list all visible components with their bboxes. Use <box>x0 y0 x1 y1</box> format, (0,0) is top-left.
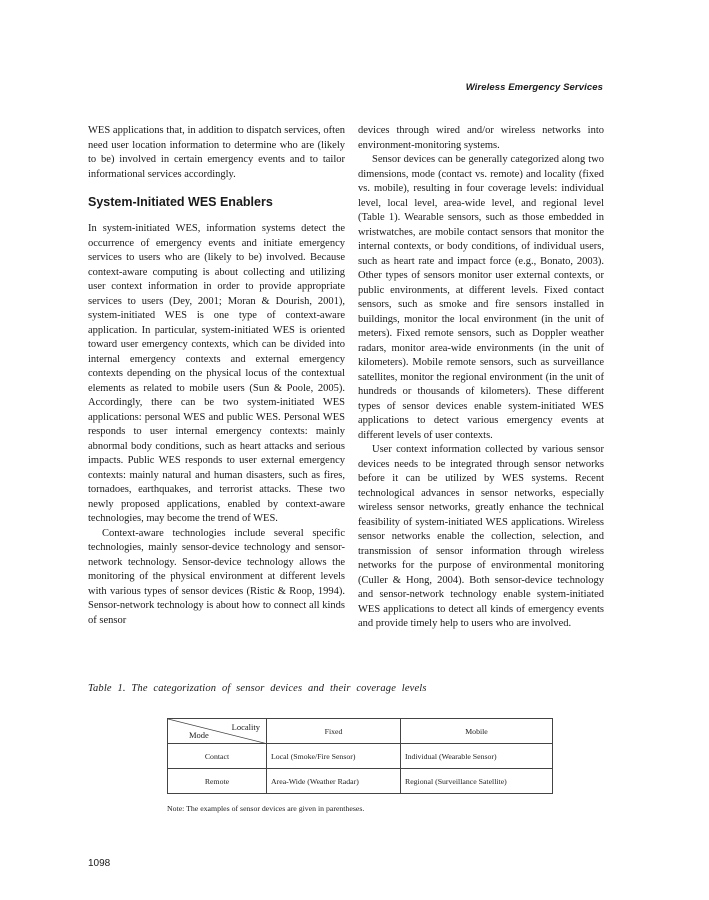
row-header: Remote <box>168 769 267 794</box>
table-cell: Individual (Wearable Sensor) <box>401 744 553 769</box>
table-cell: Area-Wide (Weather Radar) <box>267 769 401 794</box>
table-corner-cell <box>168 719 267 744</box>
page-number: 1098 <box>88 858 111 869</box>
table-cell: Local (Smoke/Fire Sensor) <box>267 744 401 769</box>
table-cell: Regional (Surveillance Satellite) <box>401 769 553 794</box>
section-heading: System-Initiated WES Enablers <box>88 195 273 209</box>
column-header: Fixed <box>267 719 401 744</box>
table-note: Note: The examples of sensor devices are given in parentheses. <box>167 804 365 813</box>
table-row <box>168 769 553 794</box>
body-paragraph: In system-initiated WES, information systems detect the occurrence of emergency events and initiate emergency services to users who are (likely to be) involved. Because context-aware computing is about collecting and utilizing user context information in order to provide appropriate services to users (Dey, 2001; Moran & Dourish, 2001), system-initiated WES is one type of context-aware application. In particular, system-initiated WES is oriented toward user emergency contexts, which can be divided into internal emergency contexts and external emergency contexts depending on the physical locus of the contextual elements as related to mobile users (Sun & Poole, 2005). Accordingly, there can be two system-initiated WES applications: personal WES and public WES. Personal WES responds to user internal emergency contexts: mainly abnormal body conditions, such as heart attacks and serious impacts. Public WES responds to user external emergency contexts: mainly natural and human disasters, such as fires, tornadoes, earthquakes, and terrorist attacks. These two newly proposed applications, enabled by context-aware technologies, may become the trend of WES. <box>88 223 345 524</box>
body-paragraph: Sensor devices can be generally categorized along two dimensions, mode (contact vs. remote) and locality (fixed vs. mobile), resulting in four coverage levels: individual level, local level, area-wide level, and regional level (Table 1). Wearable sensors, such as those embedded in wristwatches, are mobile contact sensors that monitor the internal contexts, or body conditions, of individual users, such as heart rate and impact force (e.g., Bonato, 2003). Other types of sensors monitor user external contexts, or public environments, at different levels. Fixed contact sensors, such as smoke and fire sensors installed in buildings, monitor the local environment (in the unit of meters). Fixed remote sensors, such as Doppler weather radars, monitor area-wide environments (in the unit of kilometers). Mobile remote sensors, such as surveillance satellites, monitor the regional environment (in the unit of hundreds or thousands of kilometers). These different types of sensor devices enable system-initiated WES applications to detect various emergency events at different levels of user contexts. <box>358 154 604 441</box>
mode-label: Mode <box>189 730 209 740</box>
intro-paragraph: WES applications that, in addition to dispatch services, often need user location information to determine who are (likely to be) involved in certain emergency events and to tailor informational services accordingly. <box>88 125 345 180</box>
left-column <box>88 124 345 628</box>
sensor-table <box>167 718 553 794</box>
locality-label: Locality <box>231 722 260 732</box>
column-header: Mobile <box>401 719 553 744</box>
right-column <box>358 124 604 632</box>
body-paragraph: User context information collected by various sensor devices needs to be integrated through sensor networks before it can be utilized by WES systems. Recent technological advances in sensor networks, especially wireless sensor networks, greatly enhance the technical feasibility of system-initiated WES applications. Wireless sensor networks enable the collection, selection, and transmission of sensor information through wireless networks for the purpose of environmental monitoring (Culler & Hong, 2004). Both sensor-device technology and sensor-network technology enable system-initiated WES applications to detect all kinds of emergency events and provide timely help to users who are involved. <box>358 444 604 629</box>
running-head: Wireless Emergency Services <box>465 82 603 93</box>
body-paragraph: devices through wired and/or wireless networks into environment-monitoring systems. <box>358 125 604 151</box>
table-caption: Table 1. The categorization of sensor devices and their coverage levels <box>88 683 427 694</box>
body-paragraph: Context-aware technologies include several specific technologies, mainly sensor-device technology and sensor-network technology. Sensor-device technology allows the monitoring of the physical environment at different levels with various types of sensor devices (Ristic & Roop, 1994). Sensor-network technology is about how to connect all kinds of sensor <box>88 527 345 626</box>
row-header: Contact <box>168 744 267 769</box>
table-row <box>168 744 553 769</box>
table-header-row <box>168 719 553 744</box>
